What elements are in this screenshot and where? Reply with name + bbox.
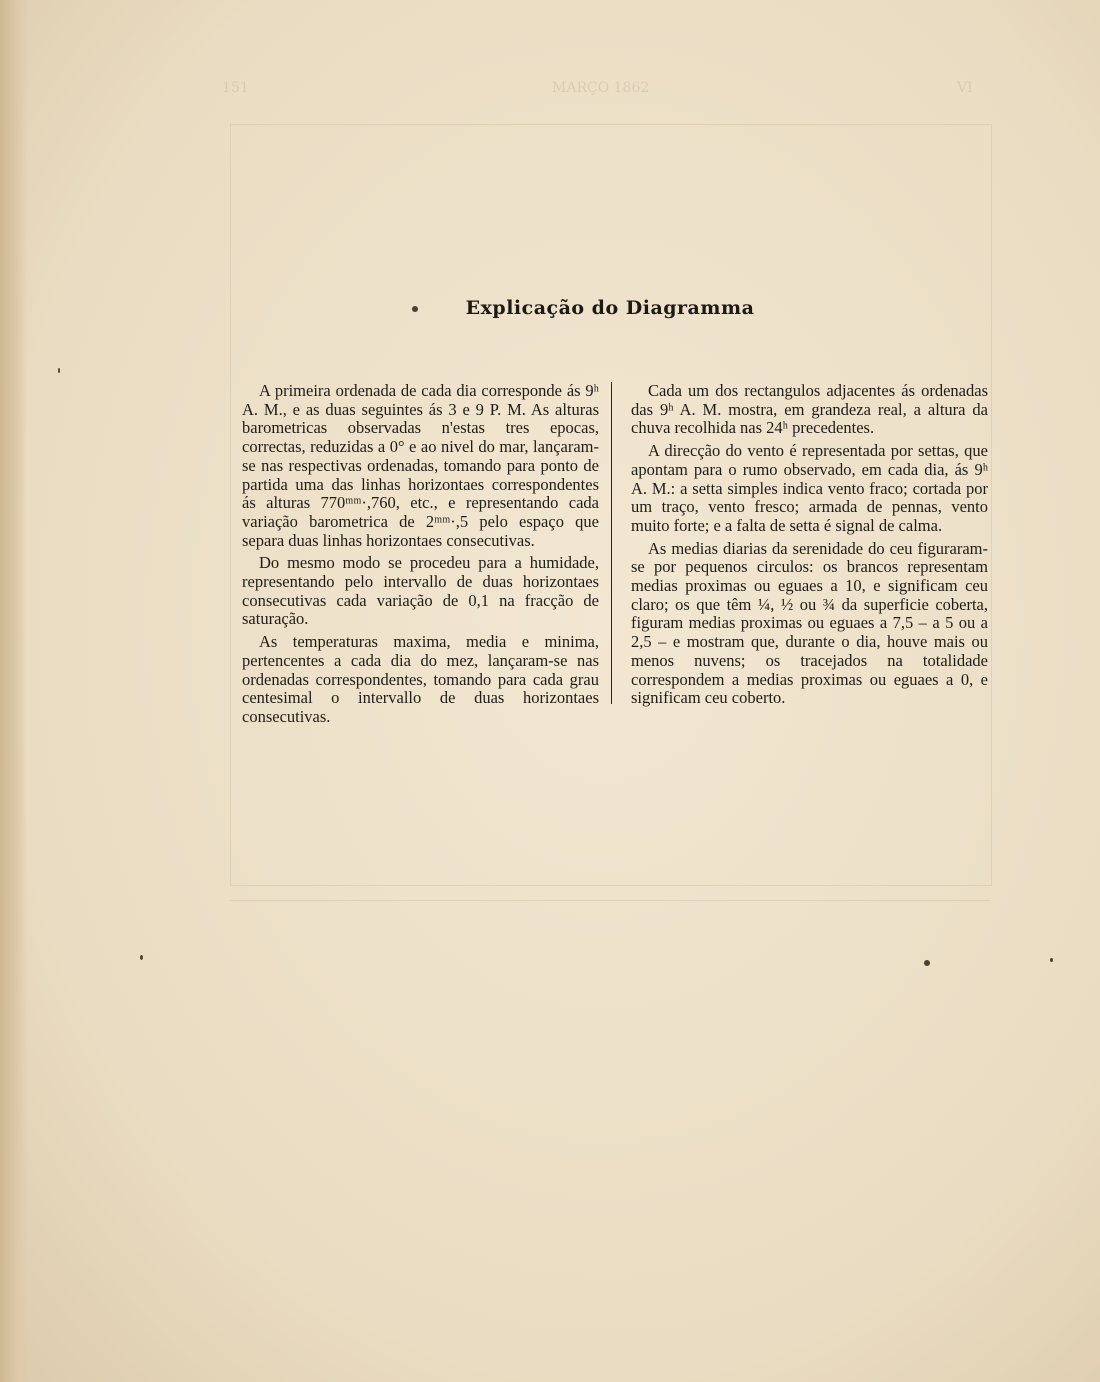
bleed-section-number: VI bbox=[957, 80, 973, 96]
ink-speck bbox=[924, 960, 930, 966]
ink-speck bbox=[58, 368, 60, 373]
right-column bbox=[631, 382, 988, 712]
paragraph: A direcção do vento é representada por settas, que apontam para o rumo observado, em cada dia, ás 9ʰ A. M.: a setta simples indica vento fraco; cortada por um traço, vento fresco; armada de pennas, vento muito forte; e a falta de setta é signal de calma. bbox=[631, 441, 988, 535]
bleed-lower-rule bbox=[230, 900, 990, 1201]
bleed-page-number: 151 bbox=[222, 80, 249, 96]
paragraph: A primeira ordenada de cada dia corresponde ás 9ʰ A. M., e as duas seguintes ás 3 e 9 P. M. As alturas barometricas observadas n'estas tres epocas, correctas, reduzidas a 0° e ao nivel do mar, lançaram-se nas respectivas ordenadas, tomando para ponto de partida uma das linhas horizontaes correspondentes ás alturas 770ᵐᵐ·,760, etc., e representando cada variação barometrica de 2ᵐᵐ·,5 pelo espaço que separa duas linhas horizontaes consecutivas. bbox=[242, 381, 599, 550]
paragraph: As temperaturas maxima, media e minima, pertencentes a cada dia do mez, lançaram-se nas ordenadas correspondentes, tomando para cada grau centesimal o intervallo de duas horizontaes consecutivas. bbox=[242, 632, 599, 726]
ink-speck bbox=[1050, 958, 1053, 962]
ink-speck bbox=[412, 306, 418, 312]
bleed-month-heading: MARÇO 1862 bbox=[552, 80, 650, 96]
column-divider bbox=[611, 382, 612, 704]
paragraph: Do mesmo modo se procedeu para a humidade, representando pelo intervallo de duas horizontaes consecutivas cada variação de 0,1 na fracção de saturação. bbox=[242, 553, 599, 629]
paragraph: As medias diarias da serenidade do ceu figuraram-se por pequenos circulos: os brancos representam medias proximas ou eguaes a 10, e significam ceu claro; os que têm ¼, ½ ou ¾ da superficie coberta, figuram medias proximas ou eguaes a 7,5 – a 5 ou a 2,5 – e mostram que, durante o dia, houve mais ou menos nuvens; os tracejados na totalidade correspondem a medias proximas ou eguaes a 0, e significam ceu coberto. bbox=[631, 538, 988, 708]
left-column bbox=[242, 382, 599, 731]
page-edge-shadow bbox=[0, 0, 28, 1382]
page-title: Explicação do Diagramma bbox=[465, 297, 755, 319]
paragraph: Cada um dos rectangulos adjacentes ás ordenadas das 9ʰ A. M. mostra, em grandeza real, a altura da chuva recolhida nas 24ʰ precedentes. bbox=[631, 381, 988, 438]
bleed-running-head bbox=[222, 80, 992, 102]
ink-speck bbox=[140, 955, 143, 960]
